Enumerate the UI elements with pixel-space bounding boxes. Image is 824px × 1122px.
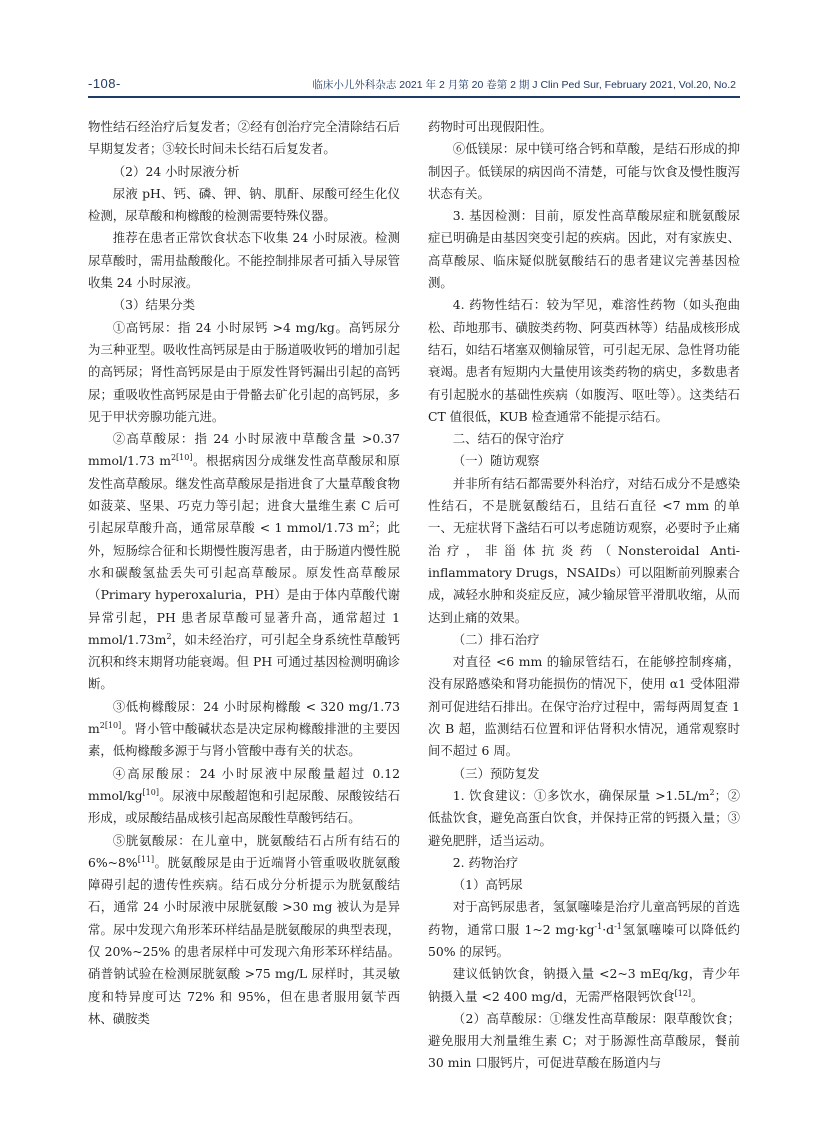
paragraph: （一）随访观察 [452, 453, 540, 469]
paragraph [88, 830, 400, 1031]
text-run: 。尿液中尿酸超饱和引起尿酸、尿酸铵结石形成，或尿酸结晶成核引起高尿酸性草酸钙结石。 [88, 787, 400, 826]
running-header [88, 74, 736, 96]
paragraph [428, 896, 740, 963]
superscript: 2[10] [170, 453, 193, 463]
paragraph [428, 963, 740, 1008]
superscript: 2 [369, 520, 375, 530]
text-run: 对于高钙尿患者，氢氯噻嗪是治疗儿童高钙尿的首选药物，通常口服 1~2 mg·kg [428, 899, 740, 937]
text-run: ③低枸橼酸尿：24 小时尿枸橼酸 < 320 mg/1.73 m [88, 698, 400, 737]
paragraph: 对直径 <6 mm 的输尿管结石，在能够控制疼痛，没有尿路感染和肾功能损伤的情况下，使用 α1 受体阻滞剂可促进结石排出。在保守治疗过程中，需每两周复查 1 次 B 超，监测结石位置和评估肾积水情况，通常观察时间不超过 6 周。 [428, 654, 740, 759]
paragraph: （三）预防复发 [452, 765, 540, 781]
paragraph [88, 428, 400, 696]
text-run: 。根据病因分成继发性高草酸尿和原发性高草酸尿。继发性高草酸尿是指进食了大量草酸食物如菠菜、坚果、巧克力等引起；进食大量维生素 C 后可引起尿草酸升高，通常尿草酸 < 1 mmol/1.73 m [88, 453, 400, 536]
superscript: -1 [594, 921, 603, 931]
paragraph [88, 763, 400, 830]
text-run: ⑤胱氨酸尿：在儿童中，胱氨酸结石占所有结石的 6%~8% [88, 832, 400, 870]
journal-citation: 临床小儿外科杂志 2021 年 2 月第 20 卷第 2 期 J Clin Ped Sur, February 2021, Vol.20, No.2 [312, 79, 736, 91]
paragraph: 物性结石经治疗后复发者；②经有创治疗完全清除结石后早期复发者；③较长时间未长结石后复发者。 [88, 119, 400, 157]
paragraph: （1）高钙尿 [452, 877, 523, 893]
text-run: ，如未经治疗，可引起全身系统性草酸钙沉积和终末期肾功能衰竭。但 PH 可通过基因检测明确诊断。 [88, 631, 401, 692]
right-column [428, 116, 740, 1075]
paragraph: 尿液 pH、钙、磷、钾、钠、肌酐、尿酸可经生化仪检测，尿草酸和枸橼酸的检测需要特殊仪器。 [88, 185, 400, 224]
text-run: 建议低钠饮食，钠摄入量 <2~3 mEq/kg，青少年钠摄入量 <2 400 mg/d，无需严格限钙饮食 [428, 966, 740, 1004]
superscript: [11] [137, 854, 155, 864]
text-run: 氢氯噻嗪可以降低约 50% 的尿钙。 [428, 921, 740, 959]
header-rule [88, 96, 740, 98]
left-column [88, 116, 400, 1030]
paragraph [88, 696, 400, 763]
paragraph: ①高钙尿：指 24 小时尿钙 >4 mg/kg。高钙尿分为三种亚型。吸收性高钙尿是由于肠道吸收钙的增加引起的高钙尿；肾性高钙尿是由于原发性肾钙漏出引起的高钙尿；重吸收性高钙尿是由于骨骼去矿化引起的高钙尿，多见于甲状旁腺功能亢进。 [88, 319, 400, 424]
superscript: [10] [142, 787, 159, 797]
text-run: 。 [691, 988, 704, 1004]
paragraph: 4. 药物性结石：较为罕见，难溶性药物（如头孢曲松、茚地那韦、磺胺类药物、阿莫西林等）结晶成核形成结石，如结石堵塞双侧输尿管，可引起无尿、急性肾功能衰竭。患者有短期内大量使用该类药物的病史，多数患者有引起脱水的基础性疾病（如腹泻、呕吐等）。这类结石 CT 值很低，KUB 检查通常不能提示结石。 [428, 297, 740, 424]
paragraph: （二）排石治疗 [452, 631, 540, 647]
paragraph: 二、结石的保守治疗 [452, 431, 565, 447]
paragraph: 并非所有结石都需要外科治疗，对结石成分不是感染性结石，不是胱氨酸结石，且结石直径 <7 mm 的单一、无症状肾下盏结石可以考虑随访观察，必要时予止痛治疗，非甾体抗炎药（Nonsteroidal Anti-inflammatory Drugs，NSAIDs）可以阻断前列腺素合成，减轻水肿和炎症反应，减少输尿管平滑肌收缩，从而达到止痛的效果。 [428, 475, 740, 625]
paragraph: ⑥低镁尿：尿中镁可络合钙和草酸，是结石形成的抑制因子。低镁尿的病因尚不清楚，可能与饮食及慢性腹泻状态有关。 [428, 141, 740, 201]
superscript: 2 [166, 631, 172, 641]
paragraph: （2）高草酸尿：①继发性高草酸尿：限草酸饮食；避免服用大剂量维生素 C；对于肠源性高草酸尿，餐前 30 min 口服钙片，可促进草酸在肠道内与 [428, 1010, 740, 1071]
superscript: [12] [674, 988, 692, 998]
page-number: -108- [88, 76, 121, 91]
paragraph: 推荐在患者正常饮食状态下收集 24 小时尿液。检测尿草酸时，需用盐酸酸化。不能控制排尿者可插入导尿管收集 24 小时尿液。 [88, 230, 400, 291]
paragraph: 3. 基因检测：目前，原发性高草酸尿症和胱氨酸尿症已明确是由基因突变引起的疾病。因此，对有家族史、高草酸尿、临床疑似胱氨酸结石的患者建议完善基因检测。 [428, 208, 740, 291]
text-run: 。胱氨酸尿是由于近端肾小管重吸收胱氨酸障碍引起的遗传性疾病。结石成分分析提示为胱氨酸结石，通常 24 小时尿液中尿胱氨酸 >30 mg 被认为是异常。尿中发现六角形苯环样结晶是胱氨酸尿的典型表现，仅 20%~25% 的患者尿样中可发现六角形苯环样结晶。硝普钠试验在检测尿胱氨酸 >75 mg/L 尿样时，其灵敏度和特异度可达 72% 和 95%，但在患者服用氨苄西林、磺胺类 [88, 854, 400, 1026]
text-run: 1. 饮食建议：①多饮水，确保尿量 >1.5L/m [452, 787, 710, 803]
text-run: ④高尿酸尿：24 小时尿液中尿酸量超过 0.12 mmol/kg [88, 765, 400, 803]
paragraph: （2）24 小时尿液分析 [112, 163, 240, 179]
paragraph: （3）结果分类 [112, 297, 196, 313]
superscript: 2 [709, 787, 715, 797]
text-run: ；此外，短肠综合征和长期慢性腹泻患者，由于肠道内慢性脱水和碳酸氢盐丢失可引起高草酸尿。原发性高草酸尿（Primary hyperoxaluria，PH）是由于体内草酸代谢异常引起，PH 患者尿草酸可显著升高，通常超过 1 mmol/1.73m [88, 520, 400, 647]
paragraph: 药物时可出现假阳性。 [428, 119, 552, 134]
superscript: 2[10] [99, 720, 122, 730]
text-run: ；②低盐饮食，避免高蛋白饮食，并保持正常的钙摄入量；③避免肥胖，适当运动。 [428, 787, 740, 848]
text-run: 。肾小管中酸碱状态是决定尿枸橼酸排泄的主要因素，低枸橼酸多源于与肾小管酸中毒有关的状态。 [88, 721, 400, 759]
text-run: ·d [602, 921, 615, 937]
text-run: ②高草酸尿：指 24 小时尿液中草酸含量 >0.37 mmol/1.73 m [88, 431, 400, 469]
superscript: -1 [614, 921, 622, 931]
paragraph [428, 785, 740, 852]
paragraph: 2. 药物治疗 [452, 854, 519, 870]
